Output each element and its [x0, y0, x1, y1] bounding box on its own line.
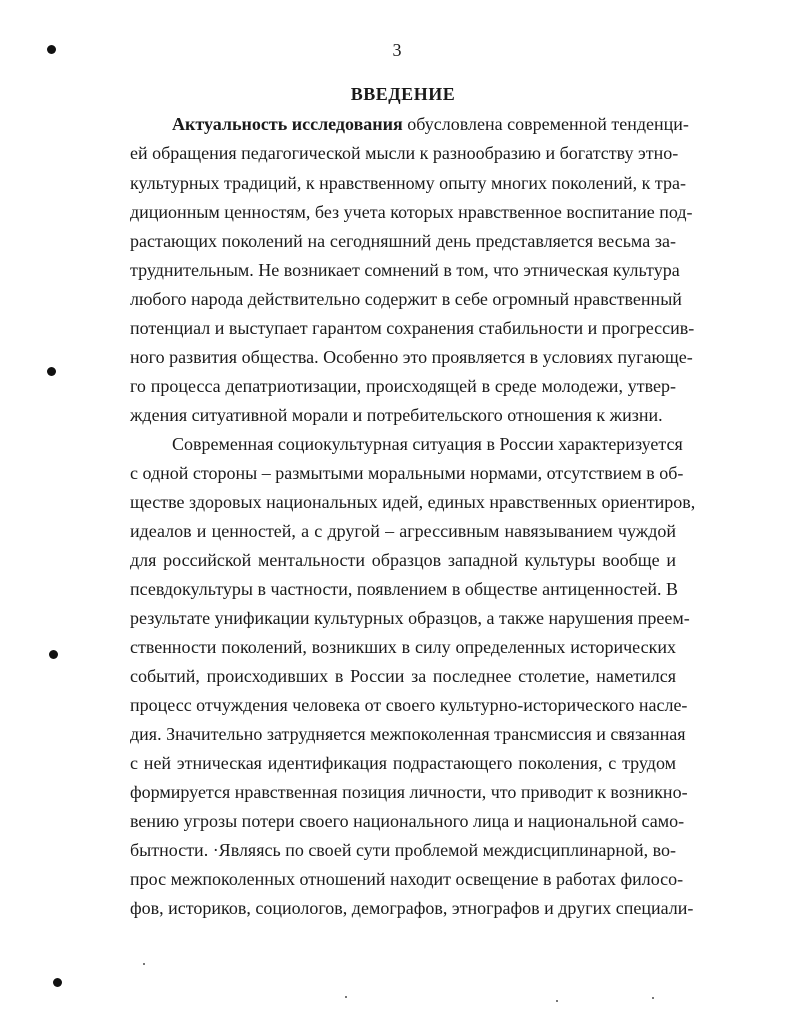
text-line: для российской ментальности образцов западной культуры вообще и	[130, 550, 676, 570]
text-line: ного развития общества. Особенно это проявляется в условиях пугающе-	[130, 347, 693, 367]
text-line: прос межпоколенных отношений находит освещение в работах филосо-	[130, 869, 684, 889]
text-line: с ней этническая идентификация подрастающего поколения, с трудом	[130, 753, 676, 773]
text-line: ждения ситуативной морали и потребительского отношения к жизни.	[130, 405, 663, 425]
text-line: псевдокультуры в частности, появлением в обществе антиценностей. В	[130, 579, 679, 599]
text-line: с одной стороны – размытыми моральными нормами, отсутствием в об-	[130, 463, 684, 483]
text-line: процесс отчуждения человека от своего культурно-исторического насле-	[130, 695, 688, 715]
text-line: ществе здоровых национальных идей, единых нравственных ориентиров,	[130, 492, 696, 512]
page-number: 3	[392, 40, 402, 60]
text-line: бытности. ·Являясь по своей сути проблемой междисциплинарной, во-	[130, 840, 676, 860]
text-line: ей обращения педагогической мысли к разнообразию и богатству этно-	[130, 143, 679, 163]
text-line: формируется нравственная позиция личности, что приводит к возникно-	[130, 782, 688, 802]
text-line: Современная социокультурная ситуация в России характеризуется	[172, 434, 683, 454]
text-line	[172, 112, 689, 136]
section-heading: ВВЕДЕНИЕ	[350, 84, 456, 104]
scan-speck	[652, 997, 654, 999]
text-line: вению угрозы потери своего национального лица и национальной само-	[130, 811, 685, 831]
punch-hole-mark	[47, 367, 56, 376]
text-line: растающих поколений на сегодняшний день представляется весьма за-	[130, 231, 676, 251]
scan-speck	[143, 963, 145, 965]
punch-hole-mark	[47, 45, 56, 54]
text-line: го процесса депатриотизации, происходящей в среде молодежи, утвер-	[130, 376, 676, 396]
text-line: культурных традиций, к нравственному опыту многих поколений, к тра-	[130, 173, 686, 193]
text-line: диционным ценностям, без учета которых нравственное воспитание под-	[130, 202, 693, 222]
punch-hole-mark	[49, 650, 58, 659]
text-line: дия. Значительно затрудняется межпоколенная трансмиссия и связанная	[130, 724, 686, 744]
text-line: результате унификации культурных образцов, а также нарушения преем-	[130, 608, 690, 628]
text-line: любого народа действительно содержит в себе огромный нравственный	[130, 289, 682, 309]
text-line: фов, историков, социологов, демографов, этнографов и других специали-	[130, 898, 694, 918]
bold-lead: Актуальность исследования	[172, 114, 403, 134]
scan-speck	[345, 996, 347, 998]
text-line: событий, происходивших в России за последнее столетие, наметился	[130, 666, 676, 686]
text-line: потенциал и выступает гарантом сохранения стабильности и прогрессив-	[130, 318, 695, 338]
text-line-rest: обусловлена современной тенденци-	[402, 114, 689, 134]
text-line: идеалов и ценностей, а с другой – агрессивным навязыванием чуждой	[130, 521, 676, 541]
text-line: труднительным. Не возникает сомнений в том, что этническая культура	[130, 260, 680, 280]
scan-speck	[556, 1000, 558, 1002]
punch-hole-mark	[53, 978, 62, 987]
text-line: ственности поколений, возникших в силу определенных исторических	[130, 637, 676, 657]
